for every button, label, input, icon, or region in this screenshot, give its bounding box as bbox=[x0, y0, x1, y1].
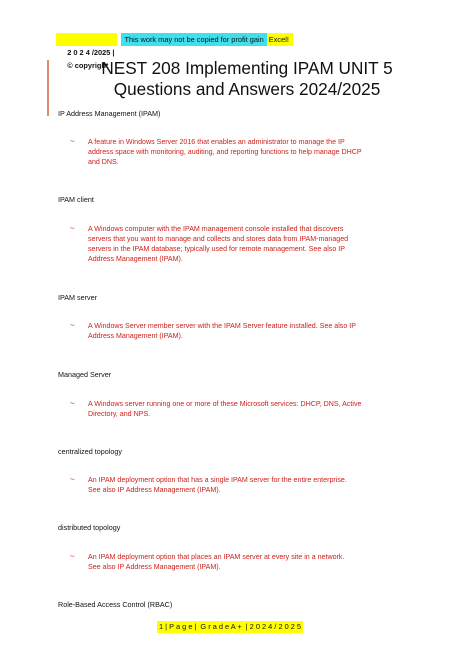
definition-line: An IPAM deployment option that places an IPAM server at every site in a network. bbox=[88, 553, 345, 561]
definition-line: An IPAM deployment option that has a single IPAM server for the entire enterprise. bbox=[88, 476, 347, 484]
definition-line: Address Management (IPAM). bbox=[88, 255, 183, 263]
definition-line: address space with monitoring, auditing, and reporting functions to help manage DHCP bbox=[88, 148, 362, 156]
page-title bbox=[52, 58, 442, 100]
term-label: centralized topology bbox=[58, 447, 122, 456]
definition-line: Directory, and NPS. bbox=[88, 410, 151, 418]
header-year bbox=[56, 33, 117, 70]
footer-year: | 2 0 2 4 / 2 0 2 5 bbox=[245, 622, 302, 631]
header-copyright-text: © copyright | bbox=[67, 61, 113, 70]
header-year-text: 2 0 2 4 /2025 | bbox=[67, 48, 115, 57]
bullet-marker: ~ bbox=[70, 137, 75, 146]
definition-text bbox=[88, 137, 428, 167]
title-accent-line bbox=[47, 60, 49, 116]
bullet-marker: ~ bbox=[70, 224, 75, 233]
bullet-marker: ~ bbox=[70, 321, 75, 330]
header-excel: Excel! bbox=[267, 33, 293, 46]
term-label: Role-Based Access Control (RBAC) bbox=[58, 600, 173, 609]
footer-page: 1 | P a g e | bbox=[159, 622, 197, 631]
definition-line: A Windows computer with the IPAM management console installed that discovers bbox=[88, 225, 344, 233]
definition-line: See also IP Address Management (IPAM). bbox=[88, 563, 221, 571]
definition-text bbox=[88, 399, 428, 419]
definition-line: and DNS. bbox=[88, 158, 119, 166]
definition-text bbox=[88, 321, 428, 341]
term-label: IPAM server bbox=[58, 293, 98, 302]
definition-text bbox=[88, 552, 428, 572]
definition-line: servers that you want to manage and collects and stores data from IPAM-managed bbox=[88, 235, 349, 243]
term-label: Managed Server bbox=[58, 370, 112, 379]
term-label: IPAM client bbox=[58, 195, 94, 204]
title-line-2: Questions and Answers 2024/2025 bbox=[113, 79, 381, 99]
definition-line: See also IP Address Management (IPAM). bbox=[88, 486, 221, 494]
definition-line: A Windows server running one or more of these Microsoft services: DHCP, DNS, Active bbox=[88, 400, 362, 408]
definition-line: A Windows Server member server with the IPAM Server feature installed. See also IP bbox=[88, 322, 356, 330]
header-notice: This work may not be copied for profit gain bbox=[121, 33, 267, 46]
definition-line: A feature in Windows Server 2016 that enables an administrator to manage the IP bbox=[88, 138, 345, 146]
bullet-marker: ~ bbox=[70, 475, 75, 484]
definition-line: Address Management (IPAM). bbox=[88, 332, 183, 340]
definition-text bbox=[88, 475, 428, 495]
footer-grade: G r a d e A + bbox=[200, 622, 242, 631]
bullet-marker: ~ bbox=[70, 552, 75, 561]
term-label: IP Address Management (IPAM) bbox=[58, 109, 161, 118]
header-banner bbox=[56, 33, 293, 70]
bullet-marker: ~ bbox=[70, 399, 75, 408]
definition-line: servers in the IPAM database; typically used for remote management. See also IP bbox=[88, 245, 345, 253]
page-footer bbox=[157, 621, 303, 633]
definition-text bbox=[88, 224, 428, 264]
title-line-1: NEST 208 Implementing IPAM UNIT 5 bbox=[101, 58, 393, 78]
term-label: distributed topology bbox=[58, 523, 121, 532]
